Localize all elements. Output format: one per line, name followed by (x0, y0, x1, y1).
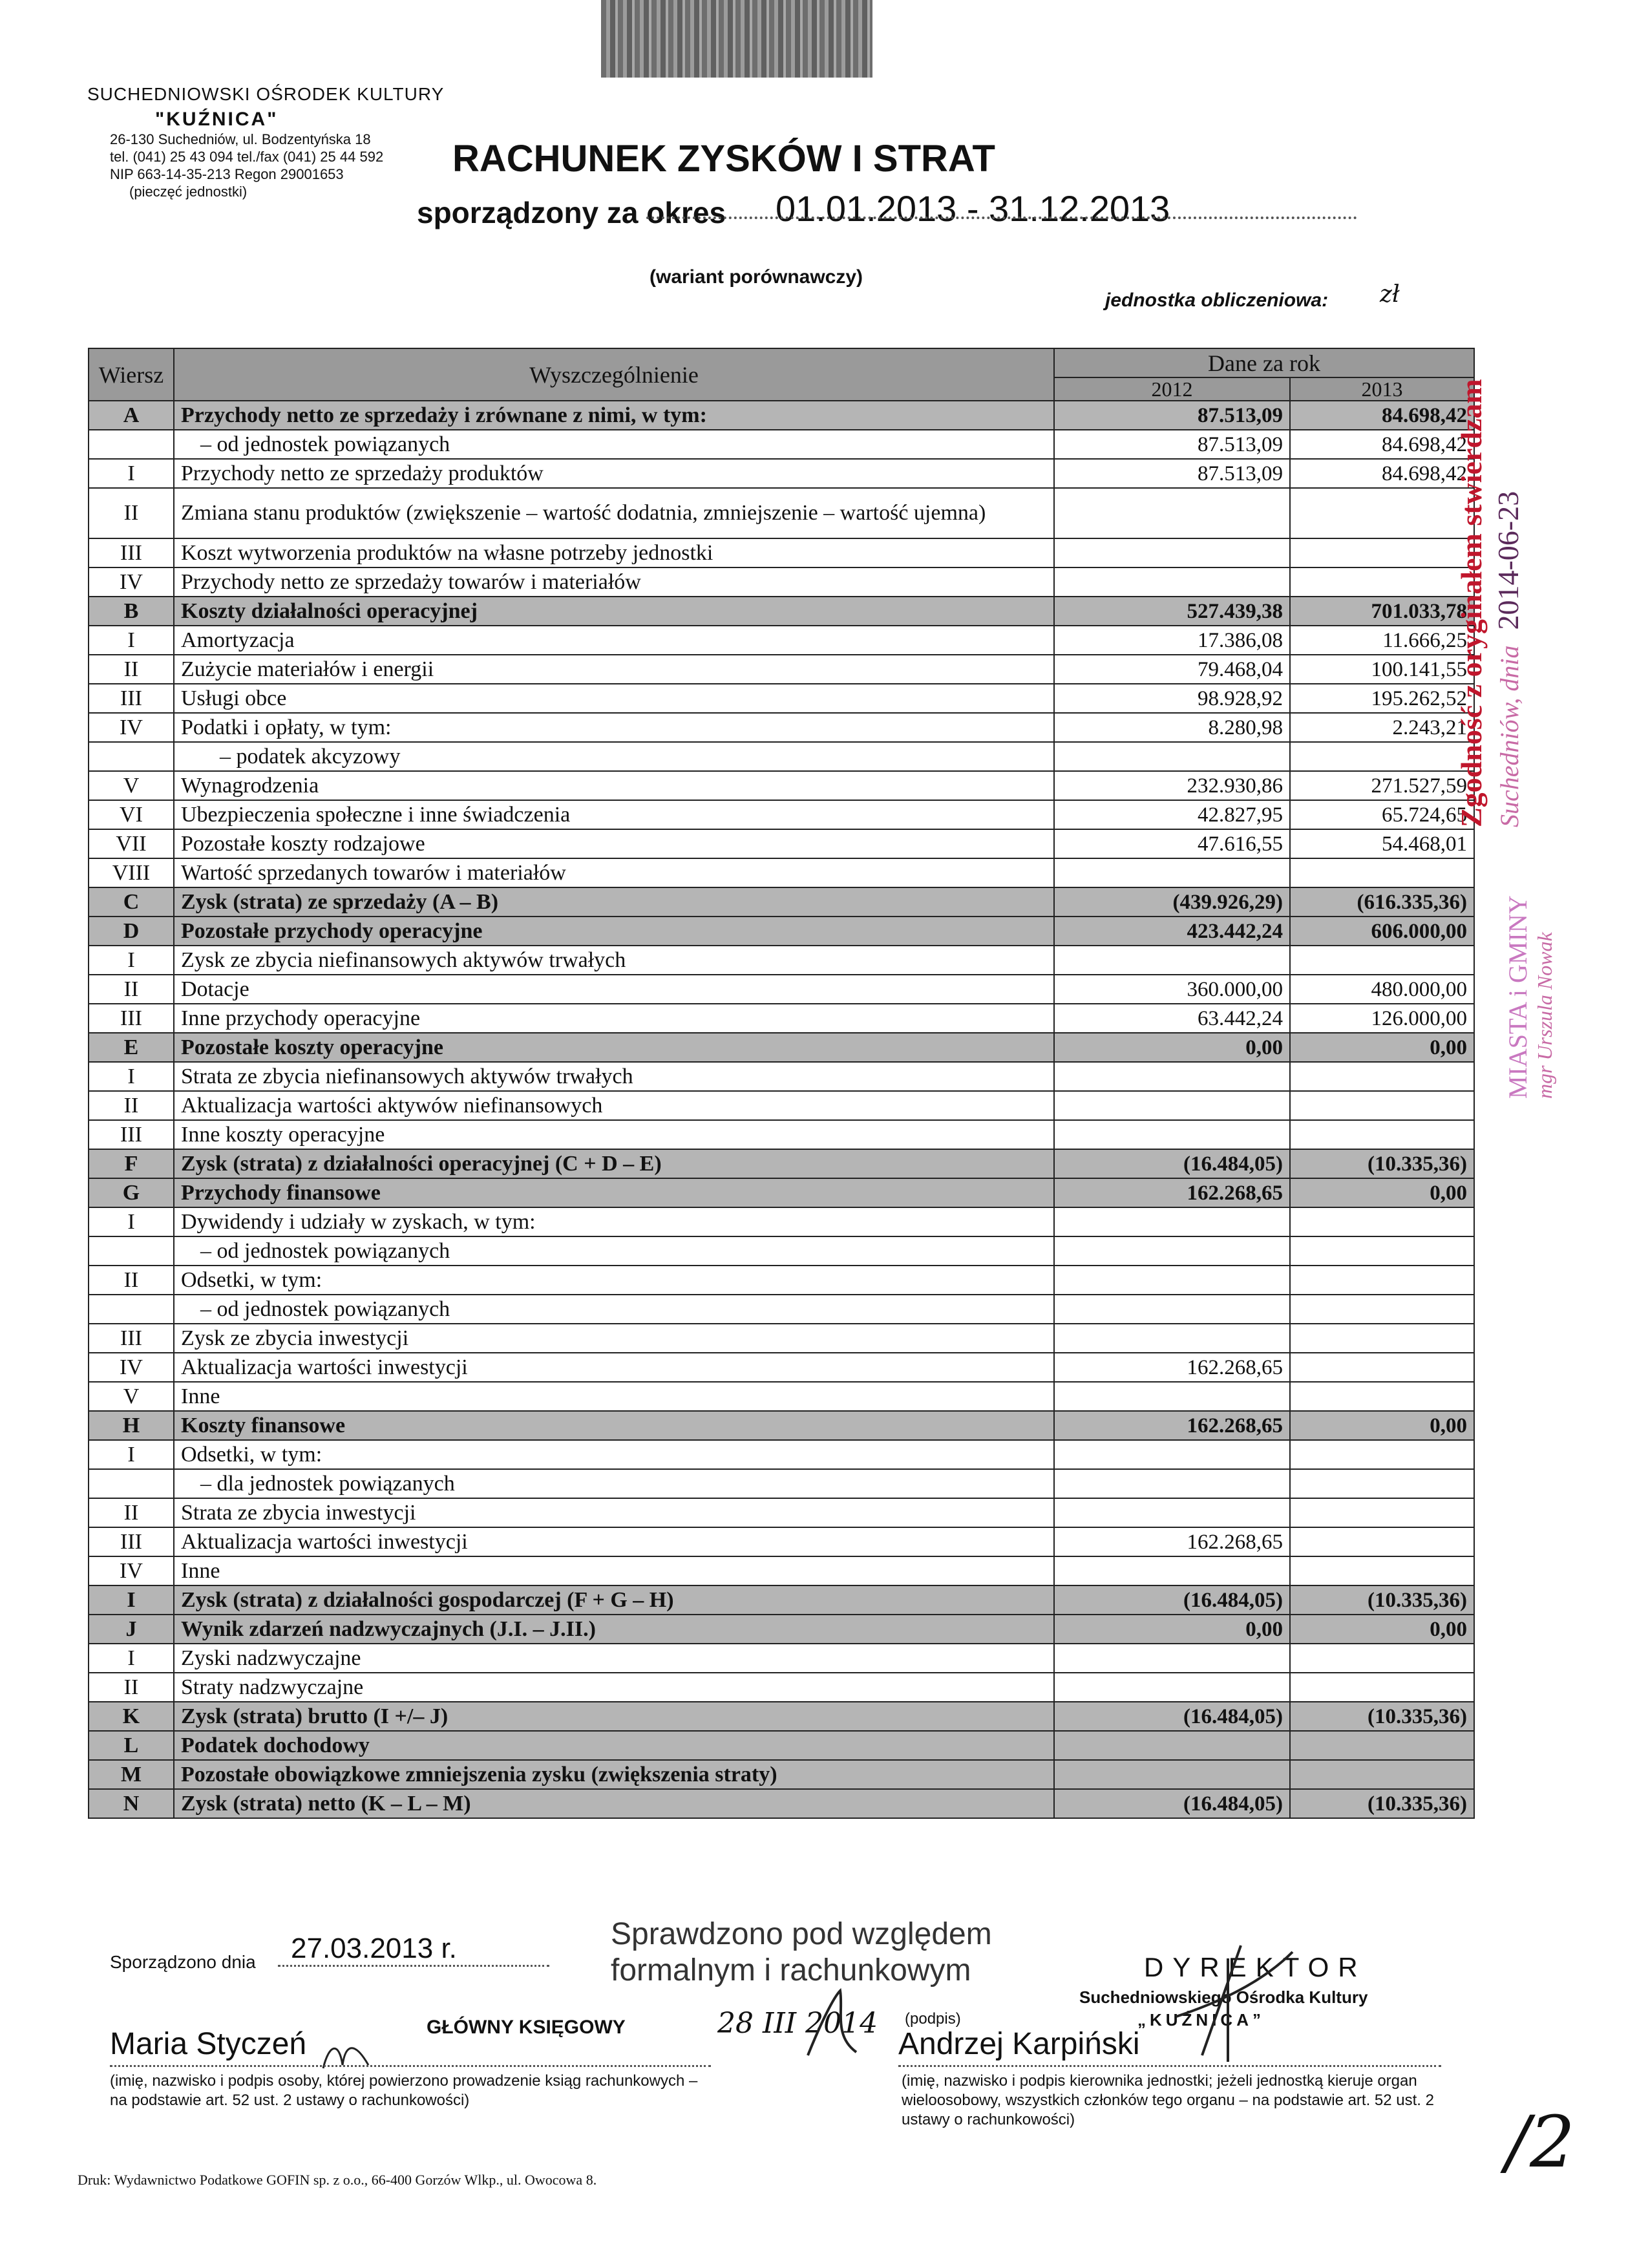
row-label: III (89, 1324, 174, 1353)
row-label: I (89, 459, 174, 488)
value-2013 (1290, 1556, 1474, 1585)
table-row (89, 1615, 1474, 1644)
table-row (89, 1353, 1474, 1382)
table-row (89, 1324, 1474, 1353)
table-row (89, 597, 1474, 626)
row-label: II (89, 1673, 174, 1702)
value-2013: 0,00 (1290, 1033, 1474, 1062)
table-row (89, 1004, 1474, 1033)
row-label (89, 430, 174, 459)
value-2012 (1054, 1382, 1290, 1411)
value-2012: (16.484,05) (1054, 1149, 1290, 1178)
row-label: VIII (89, 858, 174, 887)
row-description: Podatek dochodowy (174, 1731, 1054, 1760)
row-label: III (89, 1004, 174, 1033)
row-description: Zysk (strata) z działalności gospodarczej (F + G – H) (174, 1585, 1054, 1615)
value-2013 (1290, 742, 1474, 771)
row-description: Przychody netto ze sprzedaży i zrównane z nimi, w tym: (174, 401, 1054, 430)
row-label: E (89, 1033, 174, 1062)
period-dotted-line (646, 217, 1357, 219)
value-2012 (1054, 1440, 1290, 1469)
value-2013: 65.724,65 (1290, 800, 1474, 829)
table-row (89, 858, 1474, 887)
row-description: Aktualizacja wartości inwestycji (174, 1353, 1054, 1382)
row-label: I (89, 1644, 174, 1673)
row-description: Koszty finansowe (174, 1411, 1054, 1440)
accountant-name: Maria Styczeń (110, 2027, 307, 2061)
row-description: Strata ze zbycia inwestycji (174, 1498, 1054, 1527)
row-description: Koszt wytworzenia produktów na własne potrzeby jednostki (174, 538, 1054, 567)
value-2013: 701.033,78 (1290, 597, 1474, 626)
director-note: (imię, nazwisko i podpis kierownika jednostki; jeżeli jednostką kieruje organ wieloosobowy, wszystkich członków tego organu – na podstawie art. 52 ust. 2 ustawy o rachunkowości) (902, 2072, 1434, 2128)
row-description: – dla jednostek powiązanych (174, 1469, 1054, 1498)
podpis-label: (podpis) (905, 2010, 961, 2028)
value-2013: 0,00 (1290, 1178, 1474, 1207)
table-row (89, 946, 1474, 975)
row-label: IV (89, 567, 174, 597)
row-label: II (89, 1266, 174, 1295)
value-2013 (1290, 1760, 1474, 1789)
table-row (89, 1644, 1474, 1673)
row-label: I (89, 1062, 174, 1091)
value-2012 (1054, 1207, 1290, 1236)
row-description: – od jednostek powiązanych (174, 1295, 1054, 1324)
value-2012: 79.468,04 (1054, 655, 1290, 684)
certification-place: Suchedniów, dnia (1495, 645, 1524, 827)
value-2013: 195.262,52 (1290, 684, 1474, 713)
table-row (89, 1091, 1474, 1120)
row-description: Wartość sprzedanych towarów i materiałów (174, 858, 1054, 887)
row-description: Zysk ze zbycia inwestycji (174, 1324, 1054, 1353)
certification-stamp (1454, 379, 1525, 827)
value-2013: 84.698,42 (1290, 401, 1474, 430)
value-2012: 527.439,38 (1054, 597, 1290, 626)
table-row (89, 401, 1474, 430)
row-description: Inne (174, 1556, 1054, 1585)
value-2012: 162.268,65 (1054, 1353, 1290, 1382)
value-2013: 271.527,59 (1290, 771, 1474, 800)
value-2013 (1290, 567, 1474, 597)
value-2013 (1290, 1731, 1474, 1760)
table-row (89, 538, 1474, 567)
value-2013 (1290, 1266, 1474, 1295)
value-2012: 162.268,65 (1054, 1178, 1290, 1207)
certification-text: Zgodność z oryginałem stwierdzam (1455, 379, 1488, 827)
table-row (89, 1731, 1474, 1760)
row-description: Straty nadzwyczajne (174, 1673, 1054, 1702)
org-subtitle: "KUŹNICA" (155, 109, 279, 130)
value-2013 (1290, 538, 1474, 567)
header-year-2013: 2013 (1290, 377, 1474, 401)
row-label: VI (89, 800, 174, 829)
table-row (89, 1469, 1474, 1498)
accountant-handwritten-date: 28 III 2014 (717, 2007, 878, 2040)
table-row (89, 1382, 1474, 1411)
value-2013 (1290, 1207, 1474, 1236)
row-label: III (89, 538, 174, 567)
row-label (89, 1295, 174, 1324)
row-description: Zysk ze zbycia niefinansowych aktywów trwałych (174, 946, 1054, 975)
value-2012 (1054, 1091, 1290, 1120)
value-2012: 162.268,65 (1054, 1411, 1290, 1440)
header-description: Wyszczególnienie (174, 348, 1054, 401)
value-2012 (1054, 1324, 1290, 1353)
row-description: Aktualizacja wartości inwestycji (174, 1527, 1054, 1556)
value-2012 (1054, 1469, 1290, 1498)
row-description: Strata ze zbycia niefinansowych aktywów trwałych (174, 1062, 1054, 1091)
row-description: – od jednostek powiązanych (174, 1236, 1054, 1266)
value-2012: 87.513,09 (1054, 459, 1290, 488)
row-description: Odsetki, w tym: (174, 1440, 1054, 1469)
row-description: Dywidendy i udziały w zyskach, w tym: (174, 1207, 1054, 1236)
accountant-note: (imię, nazwisko i podpis osoby, której powierzono prowadzenie ksiąg rachunkowych – na podstawie art. 52 ust. 2 ustawy o rachunkowości) (110, 2072, 698, 2109)
row-description: Pozostałe koszty rodzajowe (174, 829, 1054, 858)
director-stamp-name: „KUŹNICA” (1137, 2010, 1265, 2030)
table-row (89, 1033, 1474, 1062)
value-2013 (1290, 1644, 1474, 1673)
row-label: L (89, 1731, 174, 1760)
row-description: Zysk (strata) z działalności operacyjnej (C + D – E) (174, 1149, 1054, 1178)
value-2013: 100.141,55 (1290, 655, 1474, 684)
table-row (89, 1789, 1474, 1818)
value-2012: 8.280,98 (1054, 713, 1290, 742)
table-row (89, 1207, 1474, 1236)
director-name: Andrzej Karpiński (898, 2027, 1140, 2061)
row-description: Zużycie materiałów i energii (174, 655, 1054, 684)
row-label: I (89, 1207, 174, 1236)
row-description: Dotacje (174, 975, 1054, 1004)
unit-label: jednostka obliczeniowa: (1105, 290, 1329, 311)
director-stamp-org: Suchedniowskiego Ośrodka Kultury (1079, 1987, 1368, 2007)
row-description: Koszty działalności operacyjnej (174, 597, 1054, 626)
table-row (89, 771, 1474, 800)
row-label: II (89, 1498, 174, 1527)
row-description: Usługi obce (174, 684, 1054, 713)
value-2013 (1290, 946, 1474, 975)
table-row (89, 975, 1474, 1004)
value-2012 (1054, 858, 1290, 887)
period-label: sporządzony za okres (417, 196, 726, 229)
row-description: Zysk (strata) netto (K – L – M) (174, 1789, 1054, 1818)
value-2012: 423.442,24 (1054, 917, 1290, 946)
row-description: Przychody netto ze sprzedaży produktów (174, 459, 1054, 488)
row-label: I (89, 946, 174, 975)
value-2013: 11.666,25 (1290, 626, 1474, 655)
value-2012 (1054, 1498, 1290, 1527)
value-2012: 87.513,09 (1054, 430, 1290, 459)
value-2012: (16.484,05) (1054, 1702, 1290, 1731)
value-2012 (1054, 1556, 1290, 1585)
table-row (89, 626, 1474, 655)
accountant-signature-line (110, 2065, 711, 2067)
value-2012: 0,00 (1054, 1033, 1290, 1062)
table-row (89, 829, 1474, 858)
row-description: Inne przychody operacyjne (174, 1004, 1054, 1033)
table-row (89, 1236, 1474, 1266)
row-label (89, 742, 174, 771)
value-2013 (1290, 1382, 1474, 1411)
row-description: Przychody finansowe (174, 1178, 1054, 1207)
row-description: – podatek akcyzowy (174, 742, 1054, 771)
value-2013: (10.335,36) (1290, 1702, 1474, 1731)
table-row (89, 1673, 1474, 1702)
stamp-caption: (pieczęć jednostki) (129, 184, 248, 200)
row-description: Odsetki, w tym: (174, 1266, 1054, 1295)
value-2012: 162.268,65 (1054, 1527, 1290, 1556)
value-2012 (1054, 1120, 1290, 1149)
row-description: Pozostałe obowiązkowe zmniejszenia zysku (zwiększenia straty) (174, 1760, 1054, 1789)
accountant-stamp: GŁÓWNY KSIĘGOWY (427, 2017, 626, 2038)
value-2013 (1290, 1062, 1474, 1091)
table-row (89, 887, 1474, 917)
scan-artifact (601, 0, 872, 78)
value-2012: 360.000,00 (1054, 975, 1290, 1004)
table-row (89, 1149, 1474, 1178)
row-label: J (89, 1615, 174, 1644)
table-row (89, 684, 1474, 713)
director-signature-icon (1163, 1939, 1305, 2068)
row-label: III (89, 684, 174, 713)
row-label: V (89, 1382, 174, 1411)
row-description: Podatki i opłaty, w tym: (174, 713, 1054, 742)
row-label: A (89, 401, 174, 430)
value-2012: (16.484,05) (1054, 1585, 1290, 1615)
value-2013 (1290, 1469, 1474, 1498)
value-2012: 232.930,86 (1054, 771, 1290, 800)
row-label: IV (89, 1353, 174, 1382)
row-label (89, 1236, 174, 1266)
value-2012 (1054, 1062, 1290, 1091)
org-address: 26-130 Suchedniów, ul. Bodzentyńska 18 (110, 131, 371, 147)
row-label: M (89, 1760, 174, 1789)
row-label: II (89, 1091, 174, 1120)
row-description: – od jednostek powiązanych (174, 430, 1054, 459)
row-label: V (89, 771, 174, 800)
row-label: III (89, 1120, 174, 1149)
row-label: I (89, 626, 174, 655)
value-2013: 84.698,42 (1290, 430, 1474, 459)
row-description: Wynagrodzenia (174, 771, 1054, 800)
row-label: II (89, 975, 174, 1004)
value-2013 (1290, 1236, 1474, 1266)
value-2012 (1054, 742, 1290, 771)
table-row (89, 655, 1474, 684)
value-2012 (1054, 488, 1290, 538)
row-label: IV (89, 713, 174, 742)
table-row (89, 1178, 1474, 1207)
value-2012 (1054, 567, 1290, 597)
row-description: Amortyzacja (174, 626, 1054, 655)
table-row (89, 1556, 1474, 1585)
row-label: VII (89, 829, 174, 858)
row-label: I (89, 1440, 174, 1469)
row-description: Zmiana stanu produktów (zwiększenie – wartość dodatnia, zmniejszenie – wartość ujemna) (174, 488, 1054, 538)
value-2013 (1290, 1353, 1474, 1382)
value-2012 (1054, 1266, 1290, 1295)
value-2013: (10.335,36) (1290, 1789, 1474, 1818)
checked-line-1: Sprawdzono pod względem (611, 1917, 992, 1951)
table-row (89, 1760, 1474, 1789)
value-2012: (16.484,05) (1054, 1789, 1290, 1818)
row-description: Przychody netto ze sprzedaży towarów i materiałów (174, 567, 1054, 597)
value-2013: 0,00 (1290, 1411, 1474, 1440)
row-description: Wynik zdarzeń nadzwyczajnych (J.I. – J.II.) (174, 1615, 1054, 1644)
row-label: G (89, 1178, 174, 1207)
row-label: H (89, 1411, 174, 1440)
official-stamp-line2: mgr Urszula Nowak (1533, 932, 1556, 1099)
value-2012 (1054, 946, 1290, 975)
value-2013: 54.468,01 (1290, 829, 1474, 858)
value-2012 (1054, 1760, 1290, 1789)
accountant-signature-icon (795, 1984, 872, 2062)
row-label: N (89, 1789, 174, 1818)
row-description: Aktualizacja wartości aktywów niefinansowych (174, 1091, 1054, 1120)
row-description: Inne koszty operacyjne (174, 1120, 1054, 1149)
value-2012: 63.442,24 (1054, 1004, 1290, 1033)
row-label: B (89, 597, 174, 626)
table-row (89, 713, 1474, 742)
date-label: Sporządzono dnia (110, 1952, 256, 1972)
org-name: SUCHEDNIOWSKI OŚRODEK KULTURY (87, 84, 445, 104)
table-row (89, 1440, 1474, 1469)
row-description: Ubezpieczenia społeczne i inne świadczenia (174, 800, 1054, 829)
checked-line-2: formalnym i rachunkowym (611, 1953, 971, 1987)
value-2013 (1290, 488, 1474, 538)
row-label: K (89, 1702, 174, 1731)
value-2013 (1290, 1440, 1474, 1469)
row-label: F (89, 1149, 174, 1178)
value-2013 (1290, 1120, 1474, 1149)
value-2013: 480.000,00 (1290, 975, 1474, 1004)
row-description: Inne (174, 1382, 1054, 1411)
table-row (89, 1702, 1474, 1731)
value-2013 (1290, 1498, 1474, 1527)
value-2013 (1290, 858, 1474, 887)
date-value: 27.03.2013 r. (291, 1933, 457, 1964)
print-footer: Druk: Wydawnictwo Podatkowe GOFIN sp. z o.o., 66-400 Gorzów Wlkp., ul. Owocowa 8. (78, 2172, 597, 2188)
row-description: Zyski nadzwyczajne (174, 1644, 1054, 1673)
certification-date: 2014-06-23 (1492, 491, 1525, 630)
value-2013: 0,00 (1290, 1615, 1474, 1644)
value-2013: (10.335,36) (1290, 1585, 1474, 1615)
row-label: I (89, 1585, 174, 1615)
table-row (89, 430, 1474, 459)
table-row (89, 1498, 1474, 1527)
row-description: Pozostałe przychody operacyjne (174, 917, 1054, 946)
table-row (89, 917, 1474, 946)
row-label: II (89, 488, 174, 538)
official-stamp-line1: MIASTA i GMINY (1503, 895, 1532, 1099)
document-title: RACHUNEK ZYSKÓW I STRAT (452, 138, 995, 180)
value-2012: 0,00 (1054, 1615, 1290, 1644)
table-row (89, 742, 1474, 771)
table-row (89, 1120, 1474, 1149)
value-2012: 98.928,92 (1054, 684, 1290, 713)
table-row (89, 488, 1474, 538)
table-row (89, 459, 1474, 488)
value-2012: 87.513,09 (1054, 401, 1290, 430)
org-phone: tel. (041) 25 43 094 tel./fax (041) 25 44 592 (110, 149, 384, 165)
income-statement-table (88, 348, 1475, 1819)
header-row-number: Wiersz (89, 348, 174, 401)
page-number: /2 (1506, 2101, 1576, 2183)
value-2012: 42.827,95 (1054, 800, 1290, 829)
maria-signature-icon (317, 2036, 375, 2075)
header-data-for-year: Dane za rok (1054, 348, 1474, 377)
table-row (89, 1527, 1474, 1556)
row-label: IV (89, 1556, 174, 1585)
director-signature-line (898, 2065, 1441, 2067)
header-year-2012: 2012 (1054, 377, 1290, 401)
row-description: Pozostałe koszty operacyjne (174, 1033, 1054, 1062)
value-2013 (1290, 1673, 1474, 1702)
value-2013: 2.243,21 (1290, 713, 1474, 742)
row-label: C (89, 887, 174, 917)
row-description: Zysk (strata) brutto (I +/– J) (174, 1702, 1054, 1731)
row-description: Zysk (strata) ze sprzedaży (A – B) (174, 887, 1054, 917)
value-2012 (1054, 538, 1290, 567)
checked-stamp (611, 1916, 992, 1989)
table-row (89, 1295, 1474, 1324)
date-dotted-line (278, 1965, 549, 1967)
value-2012 (1054, 1731, 1290, 1760)
value-2012: (439.926,29) (1054, 887, 1290, 917)
row-label: II (89, 655, 174, 684)
value-2013 (1290, 1091, 1474, 1120)
unit-value: zł (1380, 281, 1400, 308)
value-2012 (1054, 1673, 1290, 1702)
variant-label: (wariant porównawczy) (650, 266, 863, 288)
value-2013 (1290, 1527, 1474, 1556)
value-2012 (1054, 1295, 1290, 1324)
value-2013: (10.335,36) (1290, 1149, 1474, 1178)
value-2012 (1054, 1644, 1290, 1673)
row-label: D (89, 917, 174, 946)
value-2013 (1290, 1295, 1474, 1324)
period-value: 01.01.2013 - 31.12.2013 (776, 188, 1170, 229)
value-2013 (1290, 1324, 1474, 1353)
value-2013: 126.000,00 (1290, 1004, 1474, 1033)
org-ids: NIP 663-14-35-213 Regon 29001653 (110, 166, 344, 182)
value-2013: 606.000,00 (1290, 917, 1474, 946)
table-row (89, 800, 1474, 829)
director-title: DYREKTOR (1144, 1952, 1367, 1982)
table-row (89, 1411, 1474, 1440)
row-label (89, 1469, 174, 1498)
row-label: III (89, 1527, 174, 1556)
table-row (89, 1062, 1474, 1091)
table-row (89, 1585, 1474, 1615)
value-2012: 17.386,08 (1054, 626, 1290, 655)
value-2012 (1054, 1236, 1290, 1266)
table-row (89, 1266, 1474, 1295)
official-stamp (1503, 895, 1557, 1099)
value-2013: 84.698,42 (1290, 459, 1474, 488)
value-2012: 47.616,55 (1054, 829, 1290, 858)
value-2013: (616.335,36) (1290, 887, 1474, 917)
table-row (89, 567, 1474, 597)
